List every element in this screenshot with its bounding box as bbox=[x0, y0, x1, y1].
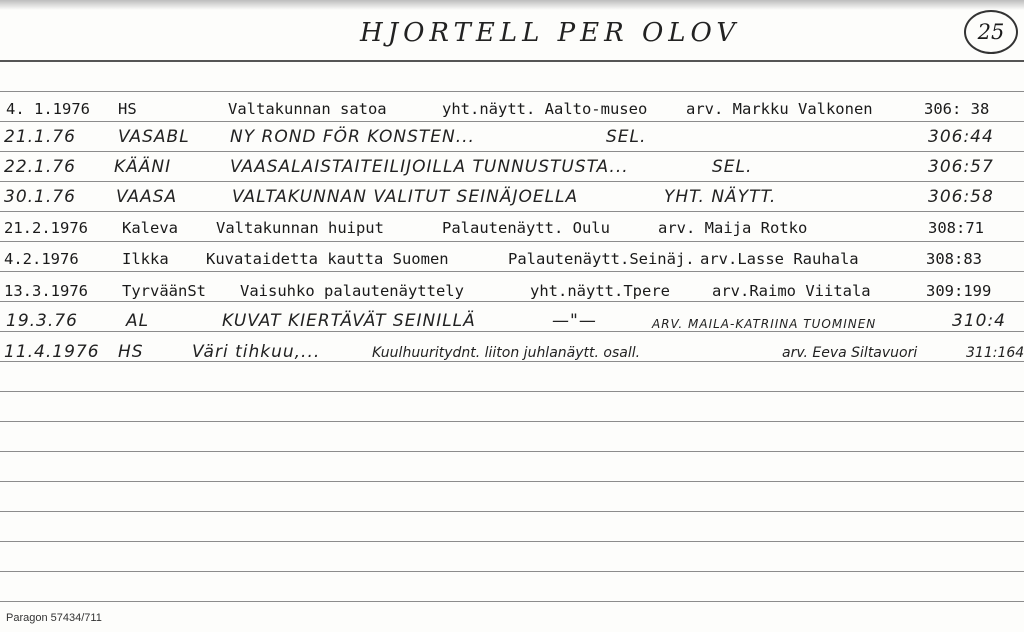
rule bbox=[0, 571, 1024, 572]
entry-row bbox=[0, 246, 1024, 276]
entry-type: SEL. bbox=[712, 157, 753, 177]
rule bbox=[0, 541, 1024, 542]
entry-ref: 306:44 bbox=[928, 127, 994, 147]
entry-title: Kuvataidetta kautta Suomen bbox=[206, 250, 449, 268]
entry-source: VAASA bbox=[116, 187, 178, 207]
entry-row bbox=[0, 96, 1024, 126]
entry-row bbox=[0, 125, 1024, 155]
rule bbox=[0, 601, 1024, 602]
entry-ref: 311:164 bbox=[966, 345, 1024, 361]
entry-ref: 309:199 bbox=[926, 282, 992, 300]
entry-source: Ilkka bbox=[122, 250, 169, 268]
entry-title: Valtakunnan satoa bbox=[228, 100, 387, 118]
entry-source: KÄÄNI bbox=[114, 157, 172, 177]
entry-type: SEL. bbox=[606, 127, 647, 147]
entry-source: HS bbox=[118, 342, 144, 362]
entry-ref: 306: 38 bbox=[924, 100, 990, 118]
entry-type: Palautenäytt.Seinäj. bbox=[508, 250, 695, 268]
entry-date: 21.1.76 bbox=[4, 127, 76, 147]
entry-date: 21.2.1976 bbox=[4, 219, 88, 237]
entry-row bbox=[0, 185, 1024, 215]
entry-type: Palautenäytt. Oulu bbox=[442, 219, 610, 237]
entry-reviewer: arv.Raimo Viitala bbox=[712, 282, 871, 300]
entry-title: VALTAKUNNAN VALITUT SEINÄJOELLA bbox=[232, 187, 579, 207]
entry-source: HS bbox=[118, 100, 137, 118]
entry-date: 19.3.76 bbox=[6, 311, 78, 331]
entry-date: 22.1.76 bbox=[4, 157, 76, 177]
entry-ref: 308:71 bbox=[928, 219, 984, 237]
entry-ref: 308:83 bbox=[926, 250, 982, 268]
entry-row bbox=[0, 215, 1024, 245]
entry-ref: 310:4 bbox=[952, 311, 1006, 331]
entry-title: VAASALAISTAITEILIJOILLA TUNNUSTUSTA... bbox=[230, 157, 629, 177]
rule bbox=[0, 421, 1024, 422]
entry-reviewer: ARV. MAILA-KATRIINA TUOMINEN bbox=[652, 317, 877, 331]
card-number-badge bbox=[964, 10, 1018, 54]
entry-type: YHT. NÄYTT. bbox=[664, 187, 777, 207]
entry-title: KUVAT KIERTÄVÄT SEINILLÄ bbox=[222, 311, 476, 331]
entry-reviewer: arv.Lasse Rauhala bbox=[700, 250, 859, 268]
rule bbox=[0, 451, 1024, 452]
entry-type: —"— bbox=[552, 311, 597, 331]
entry-type: yht.näytt. Aalto-museo bbox=[442, 100, 648, 118]
entry-type: yht.näytt.Tpere bbox=[530, 282, 670, 300]
entry-title: Valtakunnan huiput bbox=[216, 219, 384, 237]
entry-row bbox=[0, 155, 1024, 185]
entry-date: 13.3.1976 bbox=[4, 282, 88, 300]
entry-ref: 306:58 bbox=[928, 187, 994, 207]
card-footer: Paragon 57434/711 bbox=[6, 612, 102, 624]
entry-ref: 306:57 bbox=[928, 157, 994, 177]
entry-row bbox=[0, 278, 1024, 308]
entry-date: 4. 1.1976 bbox=[6, 100, 90, 118]
entry-source: VASABL bbox=[118, 127, 190, 147]
entry-reviewer: arv. Markku Valkonen bbox=[686, 100, 873, 118]
card-title: HJORTELL PER OLOV bbox=[360, 18, 741, 48]
rule bbox=[0, 91, 1024, 92]
rule bbox=[0, 511, 1024, 512]
entry-title: NY ROND FÖR KONSTEN... bbox=[230, 127, 475, 147]
entry-type: Kuulhuuritydnt. liiton juhlanäytt. osall. bbox=[372, 345, 641, 361]
entry-source: Kaleva bbox=[122, 219, 178, 237]
entry-row bbox=[0, 340, 1024, 370]
entry-title: Vaisuhko palautenäyttely bbox=[240, 282, 464, 300]
card-top-edge bbox=[0, 0, 1024, 10]
rule bbox=[0, 391, 1024, 392]
rule bbox=[0, 481, 1024, 482]
header-rule bbox=[0, 60, 1024, 62]
entry-date: 30.1.76 bbox=[4, 187, 76, 207]
card-number: 25 bbox=[977, 20, 1005, 44]
entry-title: Väri tihkuu,... bbox=[192, 342, 321, 362]
entry-date: 4.2.1976 bbox=[4, 250, 79, 268]
entry-source: AL bbox=[126, 311, 150, 331]
entry-date: 11.4.1976 bbox=[4, 342, 100, 362]
entry-reviewer: arv. Maija Rotko bbox=[658, 219, 808, 237]
entry-reviewer: arv. Eeva Siltavuori bbox=[782, 345, 918, 361]
entry-source: TyrväänSt bbox=[122, 282, 206, 300]
entry-row bbox=[0, 309, 1024, 339]
